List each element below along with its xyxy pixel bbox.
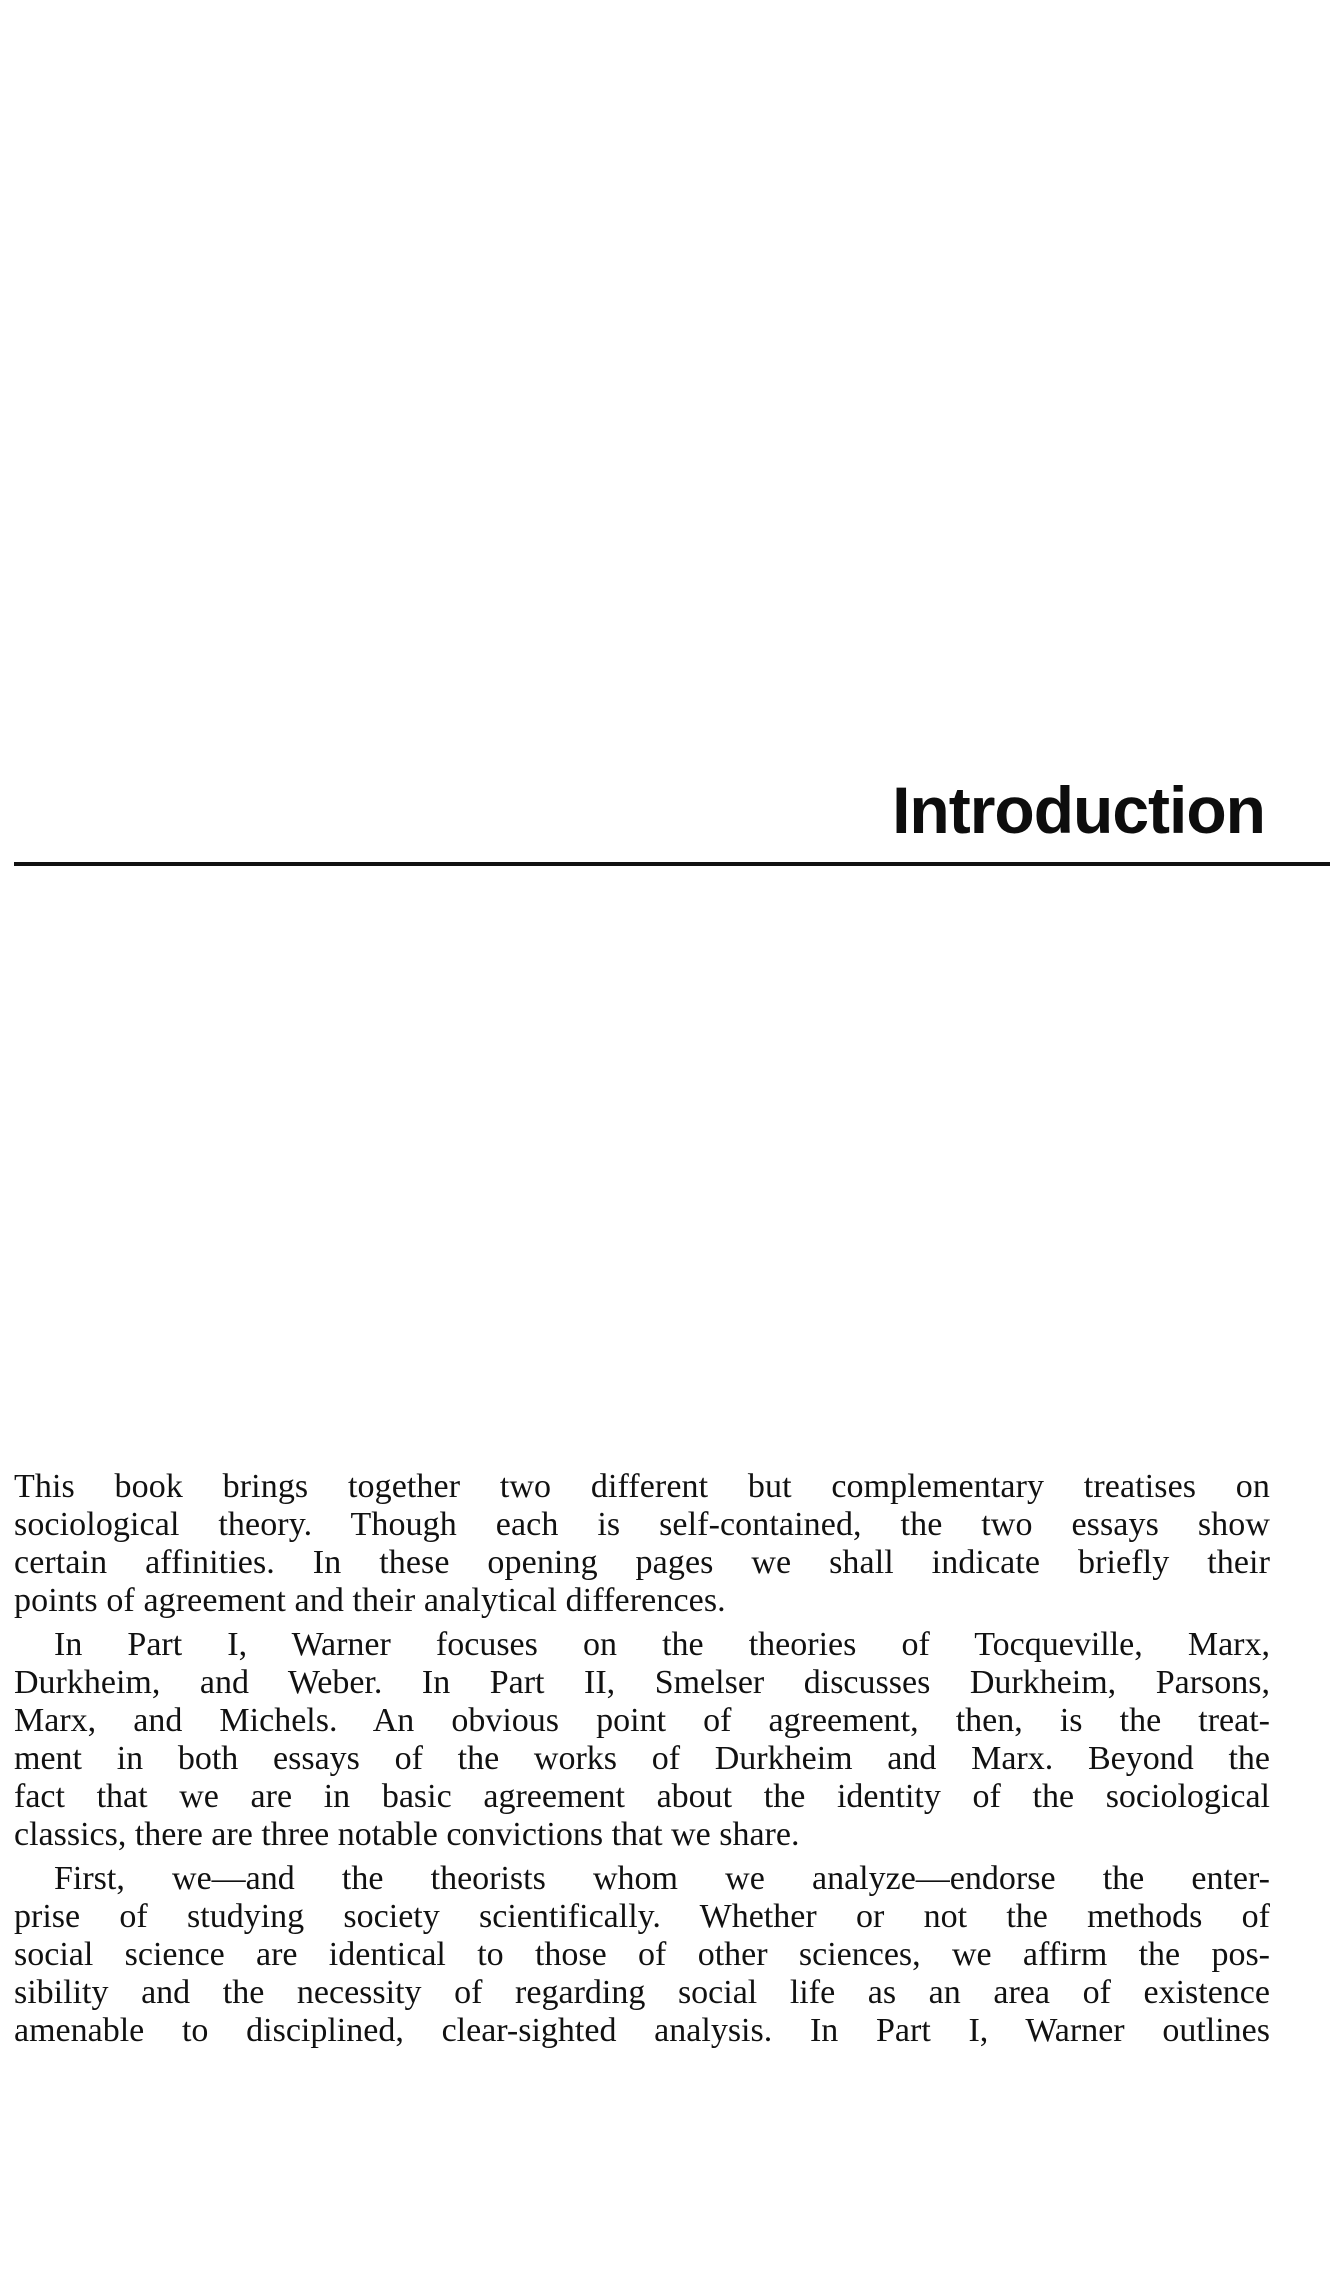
paragraph-line: ment in both essays of the works of Durkheim and Marx. Beyond the — [14, 1740, 1270, 1777]
paragraph-line: First, we—and the theorists whom we analyze—endorse the enter- — [54, 1860, 1270, 1897]
paragraph-line: In Part I, Warner focuses on the theories of Tocqueville, Marx, — [54, 1626, 1270, 1663]
paragraph-line: This book brings together two different but complementary treatises on — [14, 1468, 1270, 1505]
body-text — [14, 1468, 1270, 2056]
paragraph-1 — [14, 1468, 1270, 1620]
paragraph-line: social science are identical to those of other sciences, we affirm the pos- — [14, 1936, 1270, 1973]
chapter-title: Introduction — [892, 773, 1265, 847]
paragraph-line: fact that we are in basic agreement about the identity of the sociological — [14, 1778, 1270, 1815]
paragraph-line: sociological theory. Though each is self-contained, the two essays show — [14, 1506, 1270, 1543]
paragraph-line: Marx, and Michels. An obvious point of agreement, then, is the treat- — [14, 1702, 1270, 1739]
paragraph-2 — [14, 1626, 1270, 1854]
paragraph-line: certain affinities. In these opening pages we shall indicate briefly their — [14, 1544, 1270, 1581]
paragraph-line: Durkheim, and Weber. In Part II, Smelser discusses Durkheim, Parsons, — [14, 1664, 1270, 1701]
paragraph-line: amenable to disciplined, clear-sighted analysis. In Part I, Warner outlines — [14, 2012, 1270, 2049]
paragraph-line: sibility and the necessity of regarding social life as an area of existence — [14, 1974, 1270, 2011]
paragraph-line: classics, there are three notable convictions that we share. — [14, 1816, 800, 1853]
paragraph-line: prise of studying society scientifically. Whether or not the methods of — [14, 1898, 1270, 1935]
paragraph-3 — [14, 1860, 1270, 2050]
chapter-heading — [14, 770, 1330, 870]
paragraph-line: points of agreement and their analytical differences. — [14, 1582, 726, 1619]
heading-rule — [14, 862, 1330, 866]
